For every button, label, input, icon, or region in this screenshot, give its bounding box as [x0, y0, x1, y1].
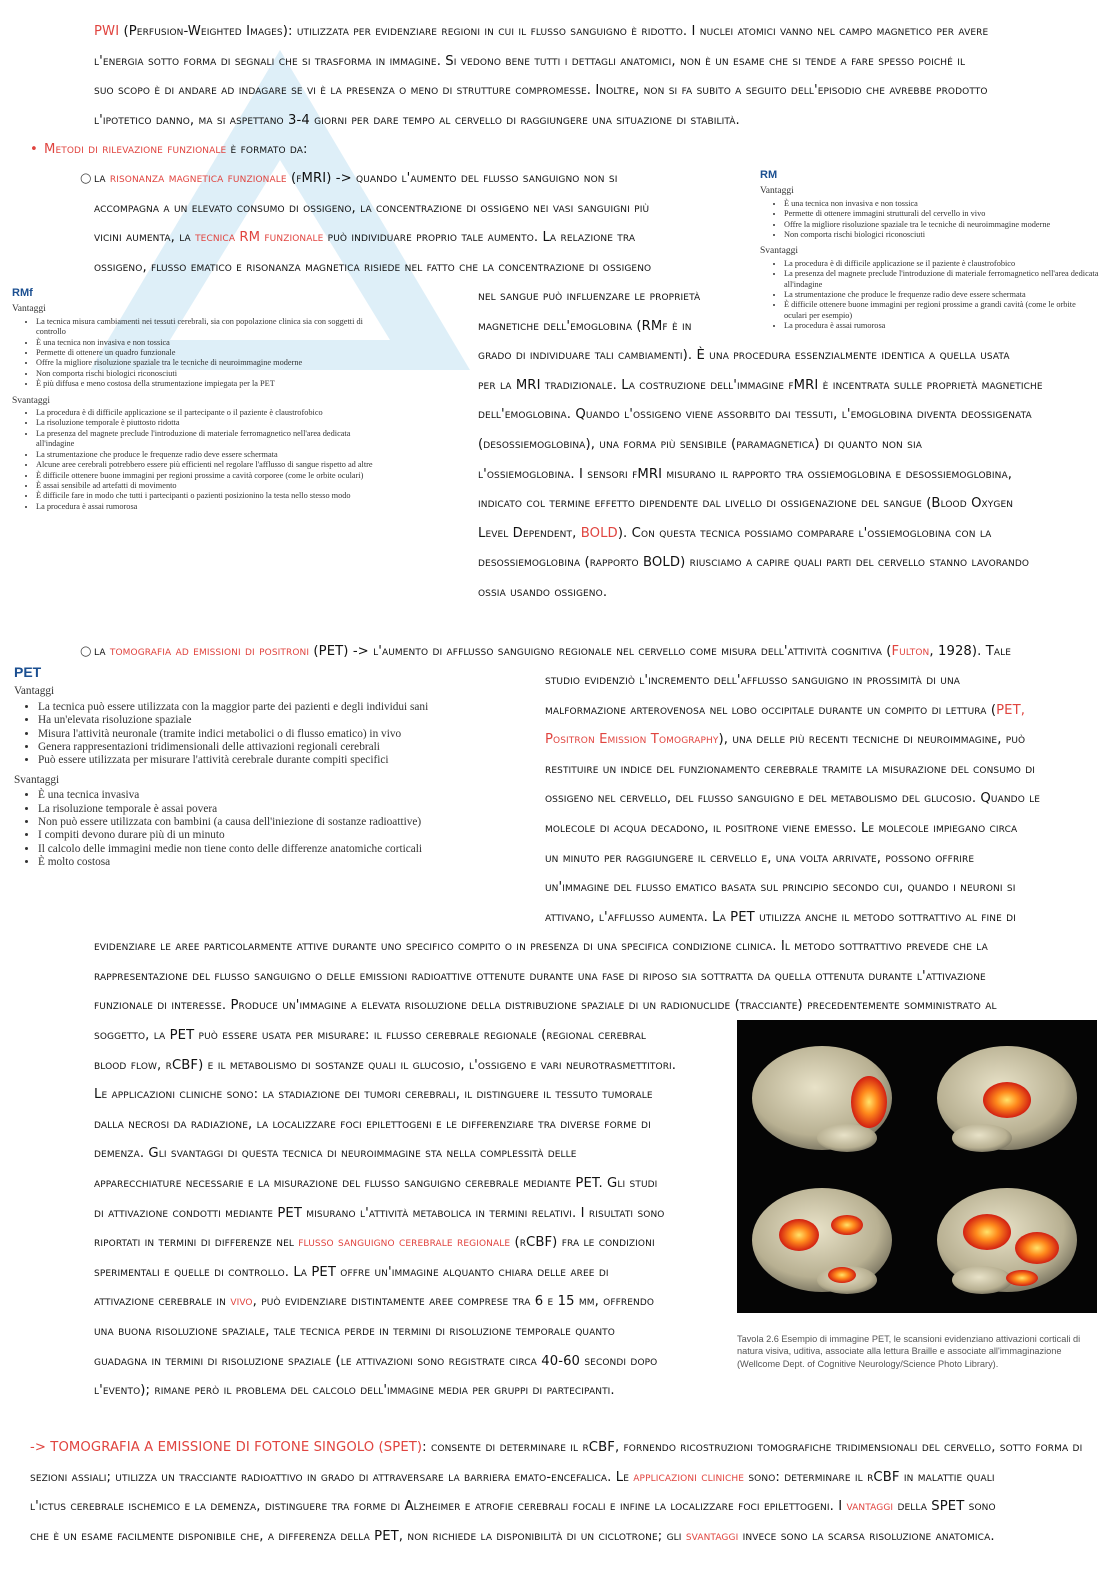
brain-scan-3: [752, 1188, 892, 1294]
pet-full-width: evidenziare le aree particolarmente attive durante uno specifico compito o in presenza di una specifica condizione clinica. Il metodo sottrattivo prevede che la rappresentazione del flusso sanguigno o delle emissioni radioattive ottenute durante una fase di riposo sia sottratta da quella ottenuta durante l'attivazione funzionale di interesse. Produce un'immagine a elevata risoluzione della distribuzione spaziale di un radionuclide (tracciante) precedentemente somministrato al: [94, 939, 997, 1014]
bullet-icon: •: [30, 142, 38, 157]
rm-vantaggi-list: • È una tecnica non invasiva e non tossica • Permette di ottenere immagini strutturali del cervello in vivo • Offre la migliore risoluzione spaziale tra le tecniche di neuroimmagine moderne • Non comporta rischi biologici riconosciuti: [760, 199, 1100, 241]
brain-scan-4: [937, 1188, 1077, 1294]
rmf-vantaggi-list: • La tecnica misura cambiamenti nei tessuti cerebrali, sia con popolazione clinica sia con soggetti di controllo • È una tecnica non invasiva e non tossica • Permette di ottenere un quadro funzionale • Offre la migliore risoluzione spaziale tra le tecniche di neuroimmagine moderne • Non comporta rischi biologici riconosciuti • È più diffusa e meno costosa della strumentazione impiegata per la PET: [12, 317, 382, 390]
rmf-box-title: RMf: [12, 287, 33, 299]
spet-paragraph: -> TOMOGRAFIA A EMISSIONE DI FOTONE SINGOLO (SPET): consente di determinare il rCBF, fornendo ricostruzioni tomografiche tridimensionali del cervello, sotto forma di sezioni assiali; utilizza un tracciante radioattivo in grado di attraversare la barriera emato-encefalica. Le applicazioni cliniche sono: determinare il rCBF in malattie quali l'ictus cerebrale ischemico e la demenza, distinguere tra forme di Alzheimer e atrofie cerebrali focali e infine la localizzare foci epilettogeni. I vantaggi della SPET sono che è un esame facilmente disponibile che, a differenza della PET, non richiede la disponibilità di un ciclotrone; gli svantaggi invece sono la scarsa risoluzione anatomica.: [30, 1440, 1083, 1544]
pet-left-column: soggetto, la PET può essere usata per misurare: il flusso cerebrale regionale (regional cerebral blood flow, rCBF) e il metabolismo di sostanze quali il glucosio, l'ossigeno e vari neurotrasmettitori. Le applicazioni cliniche sono: la stadiazione dei tumori cerebrali, il distinguere il tessuto tumorale dalla necrosi da radiazione, la localizzare foci epilettogeni e le differenziare tra diverse forme di demenza. Gli svantaggi di questa tecnica di neuroimmagine sta nella complessità delle apparecchiature necessarie e la misurazione del flusso sanguigno cerebrale mediante PET. Gli studi di attivazione condotti mediante PET misurano l'attività metabolica in termini relativi. I risultati sono riportati in termini di differenze nel flusso sanguigno cerebrale regionale (rCBF) fra le condizioni sperimentali e quelle di controllo. La PET offre un'immagine alquanto chiara delle aree di attivazione cerebrale in vivo, può evidenziare distintamente aree comprese tra 6 e 15 mm, offrendo una buona risoluzione spaziale, tale tecnica perde in termini di risoluzione temporale quanto guadagna in termini di risoluzione spaziale (le attivazioni sono registrate circa 40-60 secondi dopo l'evento); rimane però il problema del calcolo dell'immagine media per gruppi di partecipanti.: [94, 1028, 677, 1399]
rmf-summary-box: RMf Vantaggi • La tecnica misura cambiamenti nei tessuti cerebrali, sia con popolazione clinica sia con soggetti di controllo • È una tecnica non invasiva e non tossica • Permette di ottenere un quadro funzionale • Offre la migliore risoluzione spaziale tra le tecniche di neuroimmagine moderne • Non comporta rischi biologici riconosciuti • È più diffusa e meno costosa della strumentazione impiegata per la PET Svantaggi • La procedura è di difficile applicazione se il partecipante o il paziente è claustrofobico • La risoluzione temporale è piuttosto ridotta • La presenza del magnete preclude l'introduzione di materiale ferromagnetico nell'area dedicata all'indagine • La strumentazione che produce le frequenze radio deve essere schermata • Alcune aree cerebrali potrebbero essere più efficienti nel regolare l'afflusso di sangue rispetto ad altre • È difficile ottenere buone immagini per regioni prossime a cavità corporee (come le orbite oculari) • È assai sensibile ad artefatti di movimento • È difficile fare in modo che tutti i partecipanti o pazienti posizionino la testa nello stesso modo • La procedura è assai rumorosa: [12, 288, 382, 512]
pet-right-column: studio evidenziò l'incremento dell'afflusso sanguigno in prossimità di una malformazione arterovenosa nel lobo occipitale durante un compito di lettura (PET, Positron Emission Tomography), una delle più recenti tecniche di neuroimmagine, può restituire un indice del funzionamento cerebrale tramite la misurazione del consumo di ossigeno nel cervello, del flusso sanguigno e del metabolismo del glucosio. Quando le molecole di acqua decadono, il positrone viene emesso. Le molecole impiegano circa un minuto per raggiungere il cervello e, una volta arrivate, possono offrire un'immagine del flusso ematico basata sul principio secondo cui, quando i neuroni si attivano, l'afflusso aumenta. La PET utilizza anche il metodo sottrattivo al fine di: [545, 673, 1041, 925]
pet-brain-scans: [737, 1020, 1097, 1313]
rm-svantaggi-list: • La procedura è di difficile applicazione se il paziente è claustrofobico • La presenza del magnete preclude l'introduzione di materiale ferromagnetico nell'area dedicata all'indagine • La strumentazione che produce le frequenze radio deve essere schermata • È difficile ottenere buone immagini per regioni prossime a grandi cavità (come le orbite oculari per esempio) • La procedura è assai rumorosa: [760, 259, 1100, 332]
rm-summary-box: RM Vantaggi • È una tecnica non invasiva e non tossica • Permette di ottenere immagini strutturali del cervello in vivo • Offre la migliore risoluzione spaziale tra le tecniche di neuroimmagine moderne • Non comporta rischi biologici riconosciuti Svantaggi • La procedura è di difficile applicazione se il paziente è claustrofobico • La presenza del magnete preclude l'introduzione di materiale ferromagnetico nell'area dedicata all'indagine • La strumentazione che produce le frequenze radio deve essere schermata • È difficile ottenere buone immagini per regioni prossime a grandi cavità (come le orbite oculari per esempio) • La procedura è assai rumorosa: [760, 170, 1100, 332]
rm-box-title: RM: [760, 169, 778, 181]
fmri-paragraph: ○ la risonanza magnetica funzionale (fMRI) -> quando l'aumento del flusso sanguigno non si accompagna a un elevato consumo di ossigeno, la concentrazione di ossigeno nei vasi sanguigni più vicini aumenta, la tecnica RM funzionale può individuare proprio tale aumento. La relazione tra ossigeno, flusso ematico e risonanza magnetica risiede nel fatto che la concentrazione di ossigeno: [80, 164, 740, 282]
pet-vantaggi-list: • La tecnica può essere utilizzata con la maggior parte dei pazienti e degli individui sani • Ha un'elevata risoluzione spaziale • Misura l'attività neuronale (tramite indici metabolici o di flusso ematico) in vivo • Genera rappresentazioni tridimensionali delle attivazioni regionali cerebrali • Può essere utilizzata per misurare l'attività cerebrale durante compiti specifici: [14, 701, 444, 768]
brain-scan-1: [752, 1046, 892, 1152]
circle-bullet-icon: ○: [80, 644, 92, 659]
fmri-continuation: nel sangue può influenzare le proprietà magnetiche dell'emoglobina (RMf è in grado di individuare tali cambiamenti). È una procedura essenzialmente identica a quella usata per la MRI tradizionale. La costruzione dell'immagine fMRI è incentrata sulle proprietà magnetiche dell'emoglobina. Quando l'ossigeno viene assorbito dai tessuti, l'emoglobina diventa deossigenata (desossiemoglobina), una forma più sensibile (paramagnetica) di quanto non sia l'ossiemoglobina. I sensori fMRI misurano il rapporto tra ossiemoglobina e desossiemoglobina, indicato col termine effetto dipendente dal livello di ossigenazione del sangue (Blood Oxygen Level Dependent, BOLD). Con questa tecnica possiamo comparare l'ossiemoglobina con la desossiemoglobina (rapporto BOLD) riusciamo a capire quali parti del cervello stanno lavorando ossia usando ossigeno.: [478, 289, 1043, 600]
circle-bullet-icon: ○: [80, 171, 92, 186]
pet-svantaggi-list: • È una tecnica invasiva • La risoluzione temporale è assai povera • Non può essere utilizzata con bambini (a causa dell'iniezione di sostanze radioattive) • I compiti devono durare più di un minuto • Il calcolo delle immagini medie non tiene conto delle differenze anatomiche corticali • È molto costosa: [14, 789, 444, 869]
brain-scan-2: [937, 1046, 1077, 1152]
pet-summary-box: PET Vantaggi • La tecnica può essere utilizzata con la maggior parte dei pazienti e degli individui sani • Ha un'elevata risoluzione spaziale • Misura l'attività neuronale (tramite indici metabolici o di flusso ematico) in vivo • Genera rappresentazioni tridimensionali delle attivazioni regionali cerebrali • Può essere utilizzata per misurare l'attività cerebrale durante compiti specifici Svantaggi • È una tecnica invasiva • La risoluzione temporale è assai povera • Non può essere utilizzata con bambini (a causa dell'iniezione di sostanze radioattive) • I compiti devono durare più di un minuto • Il calcolo delle immagini medie non tiene conto delle differenze anatomiche corticali • È molto costosa: [14, 666, 444, 870]
pet-brain-figure: [737, 1020, 1097, 1313]
spet-label: -> TOMOGRAFIA A EMISSIONE DI FOTONE SINGOLO (SPET): [30, 1440, 423, 1455]
metodi-heading: • Metodi di rilevazione funzionale è formato da:: [30, 135, 308, 165]
bold-term: BOLD: [580, 525, 618, 541]
rmf-svantaggi-list: • La procedura è di difficile applicazione se il partecipante o il paziente è claustrofobico • La risoluzione temporale è piuttosto ridotta • La presenza del magnete preclude l'introduzione di materiale ferromagnetico nell'area dedicata all'indagine • La strumentazione che produce le frequenze radio deve essere schermata • Alcune aree cerebrali potrebbero essere più efficienti nel regolare l'afflusso di sangue rispetto ad altre • È difficile ottenere buone immagini per regioni prossime a cavità corporee (come le orbite oculari) • È assai sensibile ad artefatti di movimento • È difficile fare in modo che tutti i partecipanti o pazienti posizionino la testa nello stesso modo • La procedura è assai rumorosa: [12, 408, 382, 512]
pet-intro-line: ○ la tomografia ad emissioni di positroni (PET) -> l'aumento di afflusso sanguigno regionale nel cervello come misura dell'attività cognitiva (Fulton, 1928). Tale: [80, 637, 1100, 667]
pwi-paragraph: PWI (Perfusion-Weighted Images): utilizzata per evidenziare regioni in cui il flusso sanguigno è ridotto. I nuclei atomici vanno nel campo magnetico per avere l'energia sotto forma di segnali che si trasforma in immagine. Si vedono bene tutti i dettagli anatomici, non è un esame che si tende a fare spesso poiché il suo scopo è di andare ad indagare se vi è la presenza o meno di strutture compromesse. Inoltre, non si fa subito a seguito dell'episodio che avrebbe prodotto l'ipotetico danno, ma si aspettano 3-4 giorni per dare tempo al cervello di raggiungere una situazione di stabilità.: [94, 24, 989, 128]
pet-box-title: PET: [14, 664, 42, 680]
pwi-label: PWI: [94, 24, 120, 39]
figure-caption: Tavola 2.6 Esempio di immagine PET, le scansioni evidenziano attivazioni corticali di natura visiva, uditiva, associate alla lettura Braille e associate all'immaginazione (Wellcome Dept. of Cognitive Neurology/Science Photo Library).: [737, 1334, 1081, 1369]
